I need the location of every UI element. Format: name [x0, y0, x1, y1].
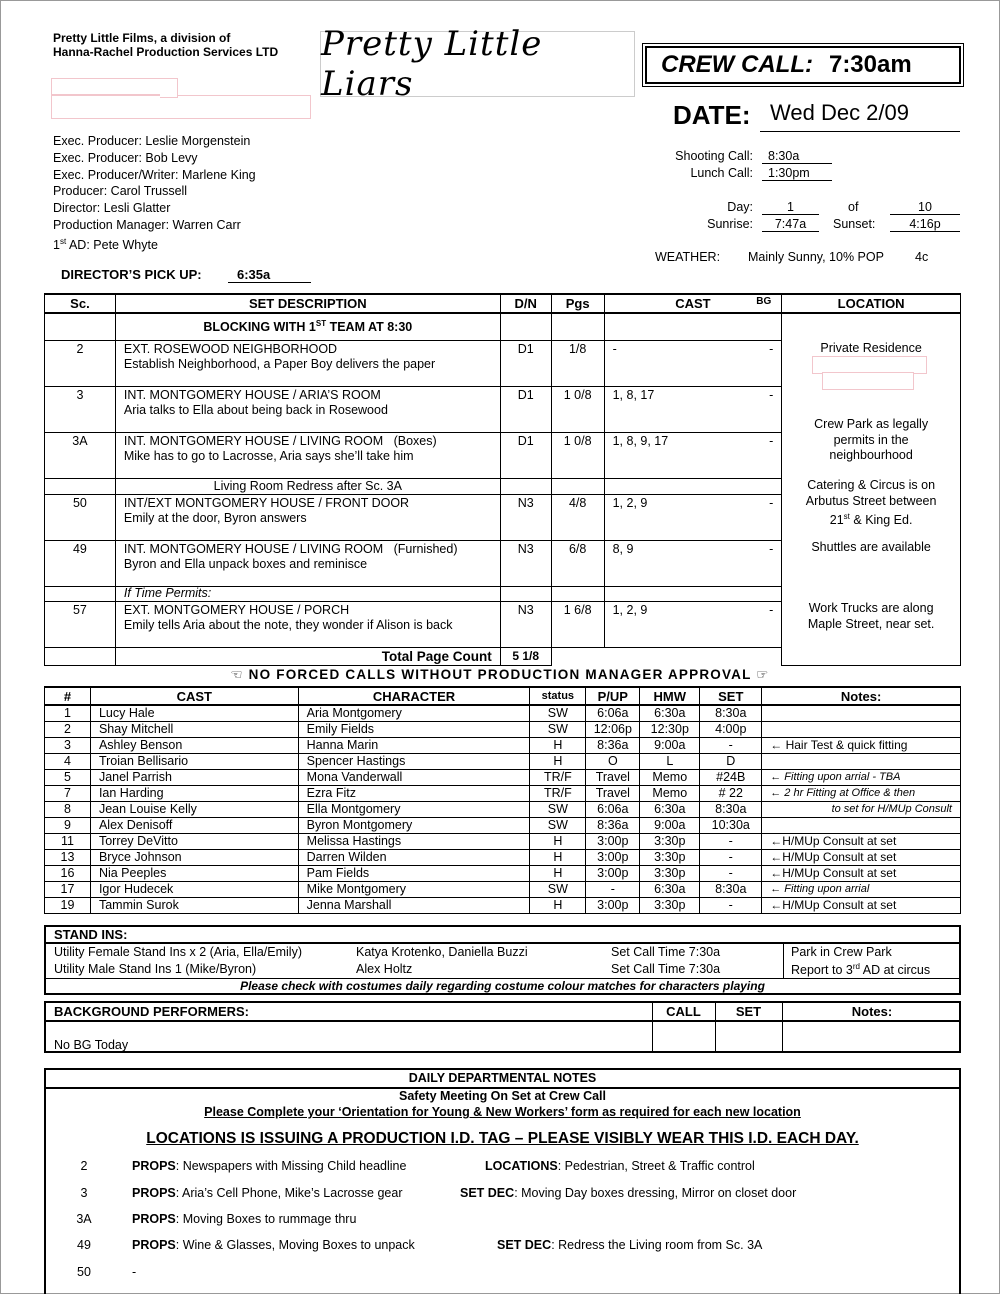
cast-hmw-cell: L [640, 754, 700, 770]
cast-cast-cell: Shay Mitchell [90, 722, 298, 738]
cast-set-cell: #24B [700, 770, 762, 786]
cast-set-cell: 4:00p [700, 722, 762, 738]
redress-note: Living Room Redress after Sc. 3A [115, 478, 500, 494]
cast-row [45, 818, 961, 834]
location-residence: Private Residence [820, 341, 922, 355]
cast-notes-cell [762, 754, 961, 770]
cast-pup-cell: 8:36a [586, 738, 640, 754]
no-forced-calls-banner: ☜ NO FORCED CALLS WITHOUT PRODUCTION MANAGER APPROVAL ☞ [230, 667, 770, 682]
stand-in-role: Utility Female Stand Ins x 2 (Aria, Ella/Emily) [54, 945, 302, 959]
cast-set-cell: - [700, 866, 762, 882]
shooting-call-label: Shooting Call: [675, 149, 753, 163]
note-dept-1: PROPS: Wine & Glasses, Moving Boxes to unpack [132, 1238, 415, 1252]
cast-table [44, 686, 961, 914]
cast-row [45, 882, 961, 898]
table-header-row: # CAST CHARACTER status P/UP HMW SET Notes: [45, 687, 961, 705]
temperature-value: 4c [915, 250, 929, 264]
cast-cast-cell: Nia Peeples [90, 866, 298, 882]
stand-in-call: Set Call Time 7:30a [611, 962, 721, 976]
scene-row: 57 EXT. MONTGOMERY HOUSE / PORCH Emily tells Aria about the note, they wonder if Alison is back N3 1 6/8 1, 2, 9 - [45, 601, 961, 647]
location-crew-park: Crew Park as legally permits in the neighbourhood [814, 417, 929, 463]
cast-num-cell: 5 [45, 770, 91, 786]
shooting-call-value: 8:30a [762, 149, 832, 164]
cast-hmw-cell: Memo [640, 786, 700, 802]
cast-cast-cell: Igor Hudecek [90, 882, 298, 898]
cast-character-cell: Hanna Marin [298, 738, 530, 754]
cast-hmw-cell: 6:30a [640, 882, 700, 898]
cast-cast-cell: Bryce Johnson [90, 850, 298, 866]
cast-status-cell: H [530, 866, 586, 882]
cast-set-cell: - [700, 898, 762, 914]
cast-pup-cell: O [586, 754, 640, 770]
director-pickup-value: 6:35a [228, 267, 311, 283]
cast-num-cell: 11 [45, 834, 91, 850]
bg-call-header: CALL [666, 1004, 701, 1019]
cast-cast-cell: Ashley Benson [90, 738, 298, 754]
cast-num-cell: 19 [45, 898, 91, 914]
cast-row [45, 722, 961, 738]
stand-in-names: Katya Krotenko, Daniella Buzzi [356, 945, 528, 959]
cast-pup-cell: 3:00p [586, 834, 640, 850]
redacted-box [160, 78, 178, 98]
note-scene-number: 3A [76, 1212, 92, 1226]
cast-num-cell: 4 [45, 754, 91, 770]
background-performers-box [44, 1001, 961, 1053]
cast-notes-cell: to set for H/MUp Consult [762, 802, 961, 818]
cast-row [45, 705, 961, 722]
costume-note: Please check with costumes daily regarding costume colour matches for characters playing [240, 979, 765, 993]
cast-status-cell: SW [530, 722, 586, 738]
stand-in-call: Set Call Time 7:30a [611, 945, 721, 959]
producer-line: Production Manager: Warren Carr [53, 217, 241, 232]
departmental-notes-box [44, 1068, 961, 1294]
scene-row: 49 INT. MONTGOMERY HOUSE / LIVING ROOM (Furnished) Byron and Ella unpack boxes and reminisce N3 6/8 8, 9 - [45, 540, 961, 586]
cast-set-cell: - [700, 850, 762, 866]
blocking-note: BLOCKING WITH 1ST TEAM AT 8:30 [115, 313, 500, 340]
scene-row: 2 EXT. ROSEWOOD NEIGHBORHOOD Establish Neighborhood, a Paper Boy delivers the paper D1 1/8 - - [45, 340, 961, 386]
cast-num-cell: 9 [45, 818, 91, 834]
cast-character-cell: Ella Montgomery [298, 802, 530, 818]
cast-num-cell: 8 [45, 802, 91, 818]
first-ad-line: 1st AD: Pete Whyte [53, 236, 158, 252]
lunch-call-value: 1:30pm [762, 166, 832, 181]
note-scene-number: 49 [77, 1238, 91, 1252]
cast-hmw-cell: 12:30p [640, 722, 700, 738]
cast-set-cell: # 22 [700, 786, 762, 802]
header-cast: CAST BG [604, 294, 782, 313]
stand-ins-box [44, 925, 961, 995]
cast-cast-cell: Ian Harding [90, 786, 298, 802]
cast-notes-cell: ←H/MUp Consult at set [762, 866, 961, 882]
cast-row [45, 898, 961, 914]
cast-notes-cell: ←H/MUp Consult at set [762, 850, 961, 866]
cast-notes-cell: ←H/MUp Consult at set [762, 898, 961, 914]
cast-num-cell: 1 [45, 705, 91, 722]
cast-character-cell: Mike Montgomery [298, 882, 530, 898]
stand-ins-title: STAND INS: [54, 927, 128, 942]
cast-row [45, 754, 961, 770]
note-dept-1: - [132, 1265, 137, 1279]
cast-cast-cell: Torrey DeVitto [90, 834, 298, 850]
header-set-description: SET DESCRIPTION [115, 294, 500, 313]
total-page-value: 5 1/8 [500, 647, 551, 665]
sunset-value: 4:16p [890, 217, 960, 232]
location-trucks: Work Trucks are along Maple Street, near set. [807, 601, 935, 631]
logo-text: Pretty Little Liars [321, 24, 543, 104]
total-days-value: 10 [890, 200, 960, 215]
cast-character-cell: Mona Vanderwall [298, 770, 530, 786]
cast-pup-cell: Travel [586, 786, 640, 802]
hand-left-icon: ☜ [230, 667, 244, 682]
note-dept-2: SET DEC: Redress the Living room from Sc. 3A [497, 1238, 763, 1252]
producer-line: Exec. Producer: Bob Levy [53, 150, 198, 165]
cast-character-cell: Aria Montgomery [298, 705, 530, 722]
cast-set-cell: 10:30a [700, 818, 762, 834]
table-header-row [45, 294, 961, 313]
cast-status-cell: SW [530, 705, 586, 722]
cast-set-cell: 8:30a [700, 705, 762, 722]
cast-cast-cell: Janel Parrish [90, 770, 298, 786]
cast-pup-cell: 6:06a [586, 802, 640, 818]
note-dept-2: LOCATIONS: Pedestrian, Street & Traffic control [485, 1159, 755, 1173]
producer-list [53, 133, 256, 254]
header-dn: D/N [500, 294, 551, 313]
hand-right-icon: ☞ [756, 667, 770, 682]
cast-notes-cell [762, 705, 961, 722]
cast-status-cell: H [530, 754, 586, 770]
stand-in-note: Park in Crew Park [791, 945, 892, 959]
bg-set-header: SET [735, 1004, 762, 1019]
orientation-note: Please Complete your ‘Orientation for Young & New Workers’ form as required for each new location [204, 1105, 801, 1119]
cast-character-cell: Melissa Hastings [298, 834, 530, 850]
stand-in-note: Report to 3rd AD at circus [791, 962, 931, 978]
weather-label: WEATHER: [655, 250, 721, 264]
date-label: DATE: [673, 100, 751, 130]
cast-num-cell: 3 [45, 738, 91, 754]
cast-character-cell: Spencer Hastings [298, 754, 530, 770]
cast-set-cell: 8:30a [700, 882, 762, 898]
cast-notes-cell [762, 818, 961, 834]
header-sc: Sc. [45, 294, 116, 313]
scene-row: 50 INT/EXT MONTGOMERY HOUSE / FRONT DOOR Emily at the door, Byron answers N3 4/8 1, 2, 9 - [45, 494, 961, 540]
cast-status-cell: TR/F [530, 770, 586, 786]
cast-status-cell: H [530, 850, 586, 866]
cast-character-cell: Byron Montgomery [298, 818, 530, 834]
note-scene-number: 2 [80, 1159, 88, 1173]
cast-num-cell: 7 [45, 786, 91, 802]
cast-status-cell: TR/F [530, 786, 586, 802]
cast-notes-cell: ← Fitting upon arrial - TBA [762, 770, 961, 786]
scene-row: 3A INT. MONTGOMERY HOUSE / LIVING ROOM (Boxes) Mike has to go to Lacrosse, Aria says she’ll take him D1 1 0/8 1, 8, 9, 17 - [45, 432, 961, 478]
cast-notes-cell: ← Fitting upon arrial [762, 882, 961, 898]
cast-set-cell: - [700, 738, 762, 754]
redacted-box [51, 95, 311, 119]
producer-line: Exec. Producer: Leslie Morgenstein [53, 134, 251, 148]
cast-pup-cell: - [586, 882, 640, 898]
cast-status-cell: SW [530, 882, 586, 898]
cast-num-cell: 13 [45, 850, 91, 866]
header-pgs: Pgs [551, 294, 604, 313]
bg-value: No BG Today [54, 1038, 129, 1052]
cast-cast-cell: Alex Denisoff [90, 818, 298, 834]
scene-schedule-table [44, 293, 961, 666]
cast-row [45, 850, 961, 866]
producer-line: Director: Lesli Glatter [53, 201, 171, 216]
cast-status-cell: H [530, 738, 586, 754]
cast-cast-cell: Tammin Surok [90, 898, 298, 914]
producer-line: Exec. Producer/Writer: Marlene King [53, 167, 256, 182]
note-dept-1: PROPS: Newspapers with Missing Child headline [132, 1159, 407, 1173]
note-dept-1: PROPS: Aria’s Cell Phone, Mike’s Lacrosse gear [132, 1186, 403, 1200]
note-dept-1: PROPS: Moving Boxes to rummage thru [132, 1212, 357, 1226]
cast-pup-cell: 6:06a [586, 705, 640, 722]
cast-pup-cell: Travel [586, 770, 640, 786]
bg-notes-header: Notes: [851, 1004, 893, 1019]
if-time-note: If Time Permits: [115, 586, 500, 601]
cast-row [45, 802, 961, 818]
cast-character-cell: Jenna Marshall [298, 898, 530, 914]
location-shuttles: Shuttles are available [811, 540, 931, 554]
blocking-row [45, 313, 961, 340]
cast-set-cell: D [700, 754, 762, 770]
cast-cast-cell: Lucy Hale [90, 705, 298, 722]
total-page-label: Total Page Count [115, 647, 500, 665]
crew-call-label: CREW CALL: [661, 51, 813, 78]
cast-notes-cell [762, 722, 961, 738]
cast-character-cell: Emily Fields [298, 722, 530, 738]
lunch-call-label: Lunch Call: [690, 166, 753, 180]
crew-call-time: 7:30am [828, 51, 912, 78]
cast-row [45, 770, 961, 786]
cast-num-cell: 2 [45, 722, 91, 738]
location-cell [782, 313, 961, 665]
producer-line: Producer: Carol Trussell [53, 184, 188, 199]
cast-pup-cell: 3:00p [586, 866, 640, 882]
cast-hmw-cell: 3:30p [640, 834, 700, 850]
cast-cast-cell: Jean Louise Kelly [90, 802, 298, 818]
note-scene-number: 50 [77, 1265, 91, 1279]
bg-title: BACKGROUND PERFORMERS: [54, 1004, 249, 1019]
header-bg: BG [756, 296, 772, 307]
cast-character-cell: Darren Wilden [298, 850, 530, 866]
cast-hmw-cell: 6:30a [640, 705, 700, 722]
header-location: LOCATION [782, 294, 961, 313]
cast-status-cell: H [530, 834, 586, 850]
note-scene-number: 3 [80, 1186, 88, 1200]
cast-row [45, 786, 961, 802]
day-label: Day: [727, 200, 753, 214]
cast-character-cell: Ezra Fitz [298, 786, 530, 802]
cast-num-cell: 17 [45, 882, 91, 898]
date-value: Wed Dec 2/09 [760, 100, 960, 132]
cast-notes-cell: ← Hair Test & quick fitting [762, 738, 961, 754]
director-pickup-label: DIRECTOR’S PICK UP: [61, 267, 202, 282]
scene-row: 3 INT. MONTGOMERY HOUSE / ARIA’S ROOM Aria talks to Ella about being back in Rosewood D1 1 0/8 1, 8, 17 - [45, 386, 961, 432]
note-dept-2: SET DEC: Moving Day boxes dressing, Mirror on closet door [460, 1186, 797, 1200]
crew-call-box [645, 46, 961, 84]
company-name: Pretty Little Films, a division of Hanna-Rachel Production Services LTD [53, 31, 279, 59]
stand-in-role: Utility Male Stand Ins 1 (Mike/Byron) [54, 962, 257, 976]
sunset-label: Sunset: [833, 217, 876, 231]
cast-row [45, 834, 961, 850]
cast-set-cell: - [700, 834, 762, 850]
weather-value: Mainly Sunny, 10% POP [748, 250, 884, 264]
cast-hmw-cell: 3:30p [640, 866, 700, 882]
cast-hmw-cell: Memo [640, 770, 700, 786]
show-logo [320, 24, 635, 104]
safety-note: Safety Meeting On Set at Crew Call [399, 1089, 606, 1103]
location-catering: Catering & Circus is on Arbutus Street between 21st & King Ed. [805, 478, 937, 528]
cast-hmw-cell: 6:30a [640, 802, 700, 818]
cast-pup-cell: 3:00p [586, 850, 640, 866]
cast-notes-cell: ←H/MUp Consult at set [762, 834, 961, 850]
redacted-box [51, 78, 161, 95]
cast-hmw-cell: 9:00a [640, 818, 700, 834]
cast-notes-cell: ← 2 hr Fitting at Office & then [762, 786, 961, 802]
cast-pup-cell: 3:00p [586, 898, 640, 914]
cast-set-cell: 8:30a [700, 802, 762, 818]
sunrise-value: 7:47a [762, 217, 819, 232]
stand-in-names: Alex Holtz [356, 962, 413, 976]
day-value: 1 [762, 200, 819, 215]
cast-row [45, 738, 961, 754]
cast-num-cell: 16 [45, 866, 91, 882]
cast-row [45, 866, 961, 882]
cast-pup-cell: 12:06p [586, 722, 640, 738]
cast-pup-cell: 8:36a [586, 818, 640, 834]
cast-status-cell: H [530, 898, 586, 914]
locations-id-banner: LOCATIONS IS ISSUING A PRODUCTION I.D. TAG – PLEASE VISIBLY WEAR THIS I.D. EACH DAY. [146, 1130, 859, 1147]
cast-status-cell: SW [530, 802, 586, 818]
cast-hmw-cell: 9:00a [640, 738, 700, 754]
sunrise-label: Sunrise: [707, 217, 753, 231]
dept-notes-title: DAILY DEPARTMENTAL NOTES [408, 1071, 597, 1085]
cast-hmw-cell: 3:30p [640, 850, 700, 866]
cast-hmw-cell: 3:30p [640, 898, 700, 914]
cast-character-cell: Pam Fields [298, 866, 530, 882]
of-label: of [848, 200, 859, 214]
cast-status-cell: SW [530, 818, 586, 834]
cast-cast-cell: Troian Bellisario [90, 754, 298, 770]
